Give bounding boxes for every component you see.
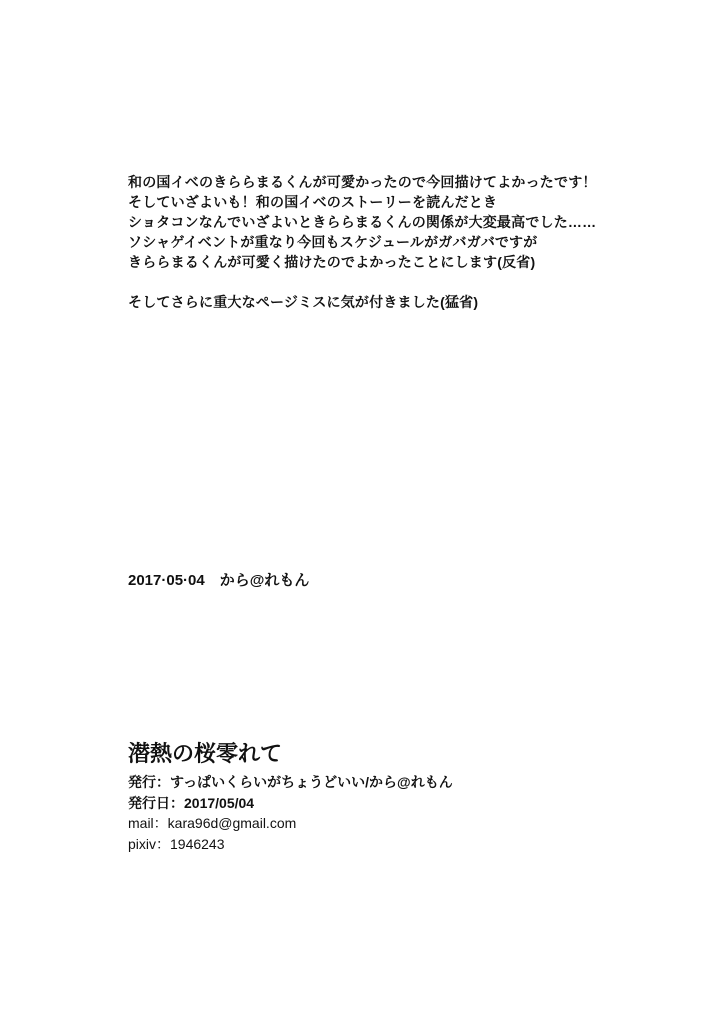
colophon-block	[128, 740, 453, 855]
afterword-paragraph-2	[128, 292, 478, 312]
afterword-line-3: ショタコンなんでいざよいときららまるくんの関係が大変最高でした……	[128, 214, 597, 230]
afterword-note: そしてさらに重大なページミスに気が付きました(猛省)	[128, 294, 479, 310]
date-signature: 2017·05·04 から@れもん	[128, 572, 310, 589]
afterword-paragraph-1	[128, 172, 597, 272]
book-title: 潜熱の桜零れて	[128, 741, 283, 766]
colophon-mail: mail：kara96d@gmail.com	[128, 815, 297, 832]
afterword-line-2: そしていざよいも！和の国イベのストーリーを読んだとき	[128, 194, 498, 210]
colophon-publish-date: 発行日：2017/05/04	[128, 794, 255, 811]
afterword-line-1: 和の国イベのきららまるくんが可愛かったので今回描けてよかったです！	[128, 174, 597, 190]
colophon-pixiv-id: pixiv：1946243	[128, 836, 225, 853]
afterword-line-5: きららまるくんが可愛く描けたのでよかったことにします(反省)	[128, 254, 536, 270]
afterword-line-4: ソシャゲイベントが重なり今回もスケジュールがガバガバですが	[128, 234, 538, 250]
colophon-publisher: 発行：すっぱいくらいがちょうどいい/から@れもん	[128, 774, 453, 790]
colophon-lines	[128, 772, 453, 855]
